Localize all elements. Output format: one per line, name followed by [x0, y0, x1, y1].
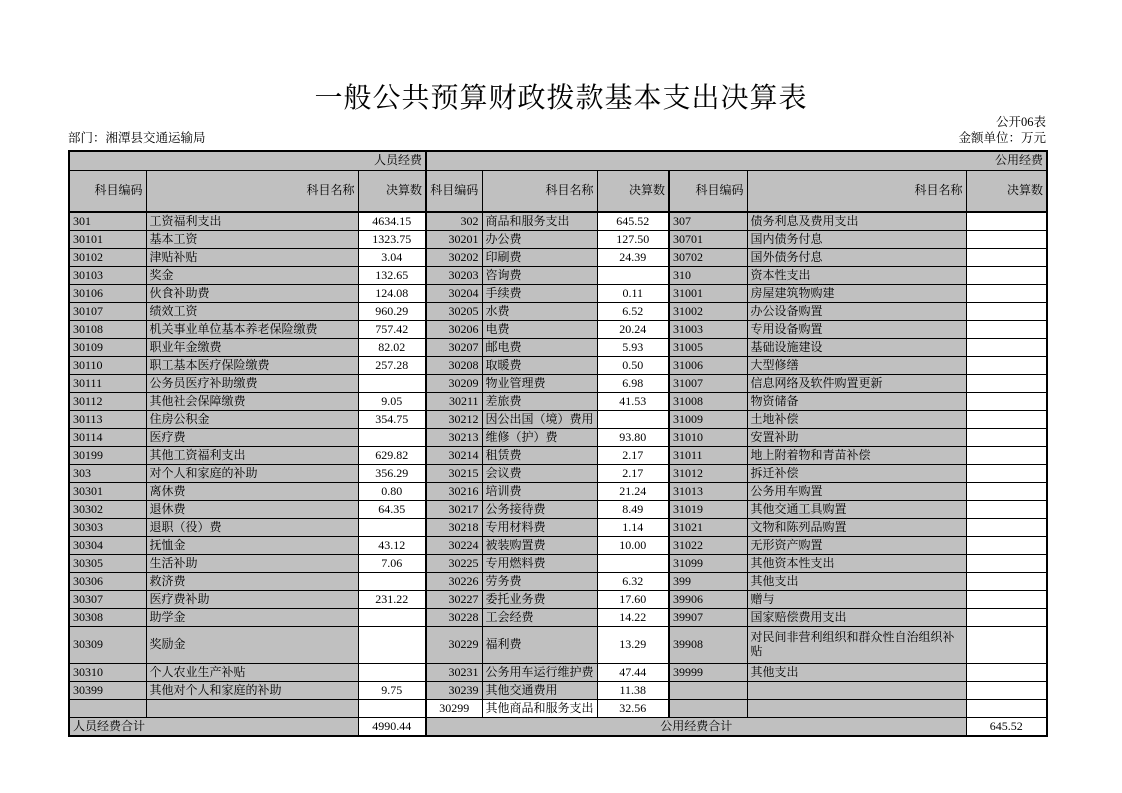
subject-name: 安置补助	[747, 429, 966, 447]
subject-code: 30214	[426, 447, 482, 465]
subject-name: 无形资产购置	[747, 537, 966, 555]
subject-name: 债务利息及费用支出	[747, 212, 966, 231]
amount	[597, 411, 669, 429]
subject-code: 31006	[669, 357, 747, 375]
subject-name: 助学金	[146, 609, 358, 627]
subject-code: 399	[669, 573, 747, 591]
subject-code: 31011	[669, 447, 747, 465]
header-row	[69, 171, 1047, 213]
subject-code: 30114	[69, 429, 146, 447]
subject-name: 被装购置费	[482, 537, 597, 555]
subject-code: 30111	[69, 375, 146, 393]
table-row	[69, 303, 1047, 321]
table-row	[69, 231, 1047, 249]
subject-name: 离休费	[146, 483, 358, 501]
subject-name: 手续费	[482, 285, 597, 303]
amount: 2.17	[597, 465, 669, 483]
amount: 93.80	[597, 429, 669, 447]
table-row	[69, 573, 1047, 591]
amount	[966, 212, 1047, 231]
table-row	[69, 447, 1047, 465]
subject-code	[69, 700, 146, 718]
amount	[966, 231, 1047, 249]
amount: 5.93	[597, 339, 669, 357]
amount: 47.44	[597, 664, 669, 682]
amount: 6.98	[597, 375, 669, 393]
amount	[966, 321, 1047, 339]
amount	[966, 465, 1047, 483]
subject-code: 30303	[69, 519, 146, 537]
subject-name: 委托业务费	[482, 591, 597, 609]
subject-code: 31021	[669, 519, 747, 537]
subject-code: 303	[69, 465, 146, 483]
subject-name: 商品和服务支出	[482, 212, 597, 231]
subject-code: 30227	[426, 591, 482, 609]
subject-name: 福利费	[482, 627, 597, 664]
amount: 0.50	[597, 357, 669, 375]
amount	[966, 501, 1047, 519]
subject-name: 生活补助	[146, 555, 358, 573]
amount: 7.06	[358, 555, 426, 573]
amount: 231.22	[358, 591, 426, 609]
subject-code: 30199	[69, 447, 146, 465]
subject-name: 医疗费	[146, 429, 358, 447]
footer-row	[69, 718, 1047, 737]
table-row	[69, 357, 1047, 375]
amount	[966, 664, 1047, 682]
subject-name: 基本工资	[146, 231, 358, 249]
subject-code: 30110	[69, 357, 146, 375]
table-row	[69, 267, 1047, 285]
amount: 629.82	[358, 447, 426, 465]
table-row	[69, 519, 1047, 537]
amount	[966, 609, 1047, 627]
subject-code: 31001	[669, 285, 747, 303]
subject-name: 其他资本性支出	[747, 555, 966, 573]
amount: 41.53	[597, 393, 669, 411]
amount: 21.24	[597, 483, 669, 501]
subject-code: 301	[69, 212, 146, 231]
amount: 1.14	[597, 519, 669, 537]
subject-name: 物资储备	[747, 393, 966, 411]
subject-name: 水费	[482, 303, 597, 321]
subject-code: 39999	[669, 664, 747, 682]
subject-name: 电费	[482, 321, 597, 339]
table-row	[69, 700, 1047, 718]
subject-code: 31009	[669, 411, 747, 429]
table-row	[69, 212, 1047, 231]
amount	[966, 447, 1047, 465]
amount: 354.75	[358, 411, 426, 429]
subject-code: 30218	[426, 519, 482, 537]
subject-name: 专用燃料费	[482, 555, 597, 573]
subject-name: 抚恤金	[146, 537, 358, 555]
amount	[966, 249, 1047, 267]
amount	[966, 573, 1047, 591]
subject-name: 专用设备购置	[747, 321, 966, 339]
subject-name: 办公设备购置	[747, 303, 966, 321]
subject-name: 公务员医疗补助缴费	[146, 375, 358, 393]
table-row	[69, 411, 1047, 429]
header-code: 科目编码	[426, 171, 482, 213]
subject-code: 30212	[426, 411, 482, 429]
amount	[966, 537, 1047, 555]
amount	[358, 609, 426, 627]
subject-code: 39906	[669, 591, 747, 609]
subject-code: 307	[669, 212, 747, 231]
header-name: 科目名称	[146, 171, 358, 213]
subject-name: 其他商品和服务支出	[482, 700, 597, 718]
subject-name: 专用材料费	[482, 519, 597, 537]
subject-code: 30399	[69, 682, 146, 700]
subject-code: 31019	[669, 501, 747, 519]
subject-name: 工资福利支出	[146, 212, 358, 231]
subject-code: 30108	[69, 321, 146, 339]
subject-code: 30306	[69, 573, 146, 591]
amount: 32.56	[597, 700, 669, 718]
subject-code: 310	[669, 267, 747, 285]
subject-code: 31003	[669, 321, 747, 339]
subject-name	[146, 700, 358, 718]
table-row	[69, 682, 1047, 700]
subject-name: 大型修缮	[747, 357, 966, 375]
subject-name: 地上附着物和青苗补偿	[747, 447, 966, 465]
subject-name: 职工基本医疗保险缴费	[146, 357, 358, 375]
amount: 64.35	[358, 501, 426, 519]
subject-name: 赠与	[747, 591, 966, 609]
subject-name	[747, 700, 966, 718]
amount	[597, 267, 669, 285]
amount: 14.22	[597, 609, 669, 627]
subject-name: 对民间非营利组织和群众性自治组织补贴	[747, 627, 966, 664]
amount: 257.28	[358, 357, 426, 375]
amount	[966, 267, 1047, 285]
subject-code: 30205	[426, 303, 482, 321]
subject-code: 30106	[69, 285, 146, 303]
subject-code: 31013	[669, 483, 747, 501]
header-name: 科目名称	[482, 171, 597, 213]
subject-code: 30305	[69, 555, 146, 573]
page-title: 一般公共预算财政拨款基本支出决算表	[314, 83, 808, 114]
subject-code: 31007	[669, 375, 747, 393]
subject-code: 30113	[69, 411, 146, 429]
amount	[966, 393, 1047, 411]
personnel-total-value: 4990.44	[358, 718, 426, 737]
subject-name: 公务用车购置	[747, 483, 966, 501]
amount: 4634.15	[358, 212, 426, 231]
subject-name: 会议费	[482, 465, 597, 483]
subject-code: 30209	[426, 375, 482, 393]
amount	[966, 682, 1047, 700]
subject-code: 30216	[426, 483, 482, 501]
table-row	[69, 321, 1047, 339]
amount	[966, 357, 1047, 375]
subject-name: 拆迁补偿	[747, 465, 966, 483]
subject-code	[669, 700, 747, 718]
amount: 3.04	[358, 249, 426, 267]
table-row	[69, 555, 1047, 573]
subject-name: 其他对个人和家庭的补助	[146, 682, 358, 700]
subject-name: 差旅费	[482, 393, 597, 411]
table-body	[69, 212, 1047, 718]
subject-code: 30203	[426, 267, 482, 285]
table-row	[69, 465, 1047, 483]
amount	[358, 519, 426, 537]
subject-name: 基础设施建设	[747, 339, 966, 357]
subject-code: 30226	[426, 573, 482, 591]
subject-name: 国家赔偿费用支出	[747, 609, 966, 627]
subject-name: 国内债务付息	[747, 231, 966, 249]
amount	[597, 555, 669, 573]
amount	[966, 285, 1047, 303]
header-code: 科目编码	[669, 171, 747, 213]
amount	[966, 555, 1047, 573]
meta-line	[68, 128, 1046, 146]
amount: 960.29	[358, 303, 426, 321]
table-row	[69, 285, 1047, 303]
table-row	[69, 249, 1047, 267]
subject-name: 医疗费补助	[146, 591, 358, 609]
subject-name: 退职（役）费	[146, 519, 358, 537]
subject-code: 30101	[69, 231, 146, 249]
subject-name: 奖金	[146, 267, 358, 285]
subject-name	[747, 682, 966, 700]
amount: 0.11	[597, 285, 669, 303]
subject-name: 其他交通工具购置	[747, 501, 966, 519]
table-row	[69, 393, 1047, 411]
subject-code: 30228	[426, 609, 482, 627]
subject-code: 30213	[426, 429, 482, 447]
subject-name: 工会经费	[482, 609, 597, 627]
amount: 20.24	[597, 321, 669, 339]
table-row	[69, 375, 1047, 393]
amount: 645.52	[597, 212, 669, 231]
subject-name: 维修（护）费	[482, 429, 597, 447]
amount	[966, 519, 1047, 537]
subject-code: 30109	[69, 339, 146, 357]
sheet-label: 公开06表	[995, 115, 1046, 129]
table-row	[69, 501, 1047, 519]
public-total-label: 公用经费合计	[426, 718, 966, 737]
subject-name: 文物和陈列品购置	[747, 519, 966, 537]
subject-code: 30231	[426, 664, 482, 682]
table-row	[69, 429, 1047, 447]
header-value: 决算数	[966, 171, 1047, 213]
subject-code: 30224	[426, 537, 482, 555]
subject-name: 房屋建筑物购建	[747, 285, 966, 303]
amount: 127.50	[597, 231, 669, 249]
subject-name: 咨询费	[482, 267, 597, 285]
subject-code: 39907	[669, 609, 747, 627]
header-value: 决算数	[358, 171, 426, 213]
amount: 6.52	[597, 303, 669, 321]
public-total-value: 645.52	[966, 718, 1047, 737]
subject-code: 30302	[69, 501, 146, 519]
subject-code: 31002	[669, 303, 747, 321]
subject-name: 住房公积金	[146, 411, 358, 429]
amount: 356.29	[358, 465, 426, 483]
subject-code: 30102	[69, 249, 146, 267]
subject-name: 对个人和家庭的补助	[146, 465, 358, 483]
amount: 17.60	[597, 591, 669, 609]
subject-name: 土地补偿	[747, 411, 966, 429]
subject-code: 31008	[669, 393, 747, 411]
amount	[966, 627, 1047, 664]
amount	[358, 664, 426, 682]
amount	[358, 700, 426, 718]
subject-code: 31010	[669, 429, 747, 447]
subject-code: 30299	[426, 700, 482, 718]
subject-code	[669, 682, 747, 700]
table-row	[69, 591, 1047, 609]
subject-name: 取暖费	[482, 357, 597, 375]
subject-name: 职业年金缴费	[146, 339, 358, 357]
amount: 13.29	[597, 627, 669, 664]
subject-code: 30702	[669, 249, 747, 267]
amount: 9.75	[358, 682, 426, 700]
amount: 8.49	[597, 501, 669, 519]
subject-code: 31012	[669, 465, 747, 483]
table-row	[69, 609, 1047, 627]
subject-name: 公务用车运行维护费	[482, 664, 597, 682]
amount: 0.80	[358, 483, 426, 501]
subject-name: 邮电费	[482, 339, 597, 357]
subject-code: 30239	[426, 682, 482, 700]
subject-name: 其他交通费用	[482, 682, 597, 700]
amount: 132.65	[358, 267, 426, 285]
subject-name: 物业管理费	[482, 375, 597, 393]
subject-code: 30308	[69, 609, 146, 627]
subject-name: 办公费	[482, 231, 597, 249]
subject-code: 39908	[669, 627, 747, 664]
table-row	[69, 627, 1047, 664]
header-code: 科目编码	[69, 171, 146, 213]
subject-name: 津贴补贴	[146, 249, 358, 267]
subject-code: 30206	[426, 321, 482, 339]
header-value: 决算数	[597, 171, 669, 213]
department-label: 部门：湘潭县交通运输局	[68, 131, 206, 145]
subject-name: 公务接待费	[482, 501, 597, 519]
header-name: 科目名称	[747, 171, 966, 213]
subject-code: 30304	[69, 537, 146, 555]
table-row	[69, 483, 1047, 501]
subject-name: 因公出国（境）费用	[482, 411, 597, 429]
subject-name: 退休费	[146, 501, 358, 519]
subject-code: 30112	[69, 393, 146, 411]
personnel-total-label: 人员经费合计	[69, 718, 358, 737]
amount	[966, 429, 1047, 447]
subject-code: 30309	[69, 627, 146, 664]
amount	[358, 429, 426, 447]
amount: 24.39	[597, 249, 669, 267]
amount	[358, 573, 426, 591]
subject-code: 30215	[426, 465, 482, 483]
unit-label: 金额单位：万元	[958, 131, 1046, 145]
subject-name: 伙食补助费	[146, 285, 358, 303]
subject-code: 31099	[669, 555, 747, 573]
subject-code: 30202	[426, 249, 482, 267]
subject-code: 30229	[426, 627, 482, 664]
subject-code: 30207	[426, 339, 482, 357]
band-row	[69, 151, 1047, 171]
subject-code: 302	[426, 212, 482, 231]
amount	[358, 375, 426, 393]
subject-code: 30301	[69, 483, 146, 501]
subject-name: 劳务费	[482, 573, 597, 591]
subject-code: 30701	[669, 231, 747, 249]
amount: 82.02	[358, 339, 426, 357]
subject-name: 国外债务付息	[747, 249, 966, 267]
subject-code: 30307	[69, 591, 146, 609]
subject-name: 机关事业单位基本养老保险缴费	[146, 321, 358, 339]
amount: 10.00	[597, 537, 669, 555]
amount	[966, 375, 1047, 393]
amount: 6.32	[597, 573, 669, 591]
subject-name: 其他社会保障缴费	[146, 393, 358, 411]
subject-name: 个人农业生产补贴	[146, 664, 358, 682]
amount: 1323.75	[358, 231, 426, 249]
subject-code: 30310	[69, 664, 146, 682]
amount: 2.17	[597, 447, 669, 465]
band-public: 公用经费	[426, 151, 1047, 171]
subject-name: 资本性支出	[747, 267, 966, 285]
subject-name: 租赁费	[482, 447, 597, 465]
budget-table	[68, 150, 1048, 737]
subject-name: 绩效工资	[146, 303, 358, 321]
amount	[966, 483, 1047, 501]
subject-code: 31022	[669, 537, 747, 555]
subject-code: 30201	[426, 231, 482, 249]
amount	[966, 591, 1047, 609]
subject-code: 31005	[669, 339, 747, 357]
subject-name: 救济费	[146, 573, 358, 591]
amount	[966, 411, 1047, 429]
subject-code: 30211	[426, 393, 482, 411]
subject-code: 30204	[426, 285, 482, 303]
table-row	[69, 339, 1047, 357]
band-personnel: 人员经费	[69, 151, 426, 171]
amount: 43.12	[358, 537, 426, 555]
subject-name: 培训费	[482, 483, 597, 501]
amount: 9.05	[358, 393, 426, 411]
amount	[358, 627, 426, 664]
subject-name: 其他支出	[747, 573, 966, 591]
subject-name: 其他支出	[747, 664, 966, 682]
subject-code: 30225	[426, 555, 482, 573]
subject-code: 30103	[69, 267, 146, 285]
table-row	[69, 664, 1047, 682]
subject-name: 其他工资福利支出	[146, 447, 358, 465]
subject-name: 印刷费	[482, 249, 597, 267]
amount	[966, 339, 1047, 357]
amount: 124.08	[358, 285, 426, 303]
subject-code: 30217	[426, 501, 482, 519]
subject-code: 30208	[426, 357, 482, 375]
amount	[966, 700, 1047, 718]
subject-code: 30107	[69, 303, 146, 321]
amount	[966, 303, 1047, 321]
amount: 11.38	[597, 682, 669, 700]
table-row	[69, 537, 1047, 555]
subject-name: 信息网络及软件购置更新	[747, 375, 966, 393]
amount: 757.42	[358, 321, 426, 339]
subject-name: 奖励金	[146, 627, 358, 664]
